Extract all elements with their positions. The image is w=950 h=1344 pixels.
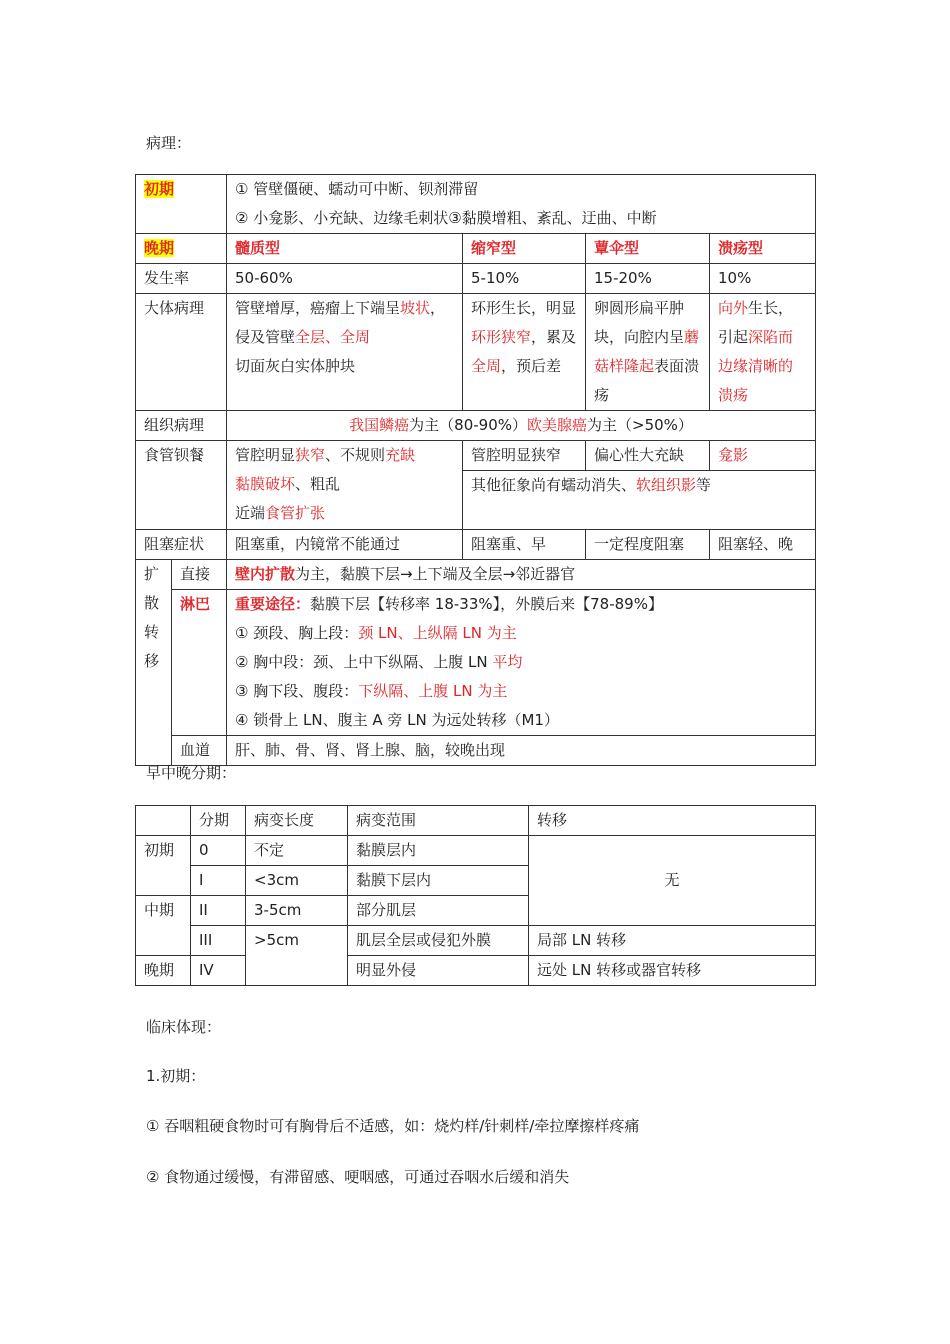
incidence-medullary: 50-60% — [227, 264, 463, 294]
header-stage: 分期 — [191, 806, 246, 836]
length-1: <3cm — [246, 866, 348, 896]
histology-label: 组织病理 — [136, 411, 227, 441]
symptom-1: ① 吞咽粗硬食物时可有胸骨后不适感，如：烧灼样/针刺样/牵拉摩擦样疼痛 — [146, 1117, 640, 1135]
stage-4-row — [136, 956, 816, 986]
incidence-constrictive: 5-10% — [463, 264, 586, 294]
early-heading: 1.初期： — [146, 1067, 206, 1085]
early-label-cell — [136, 175, 227, 234]
length-0: 不定 — [246, 836, 348, 866]
stage-0-row — [136, 836, 816, 866]
gross-fungating: 卵圆形扁平肿块，向腔内呈蘑菇样隆起表面溃疡 — [586, 294, 710, 411]
late-row — [136, 234, 816, 264]
obstruction-constrictive: 阻塞重、早 — [463, 530, 586, 560]
staging-heading: 早中晚分期： — [146, 764, 237, 782]
group-late: 晚期 — [136, 956, 191, 986]
early-line-1: ① 管壁僵硬、蠕动可中断、钡剂滞留 — [235, 180, 479, 198]
obstruction-ulcerative: 阻塞轻、晚 — [710, 530, 816, 560]
stage-1: I — [191, 866, 246, 896]
length-3: >5cm — [246, 926, 348, 986]
barium-medullary: 管腔明显狭窄、不规则充缺 黏膜破坏、粗乱 近端食管扩张 — [227, 441, 463, 530]
range-4: 明显外侵 — [348, 956, 529, 986]
length-2: 3-5cm — [246, 896, 348, 926]
gross-label: 大体病理 — [136, 294, 227, 411]
symptom-2: ② 食物通过缓慢，有滞留感、哽咽感，可通过吞咽水后缓和消失 — [146, 1168, 570, 1186]
barium-row-1 — [136, 441, 816, 471]
range-3: 肌层全层或侵犯外膜 — [348, 926, 529, 956]
type-ulcerative: 溃疡型 — [710, 234, 816, 264]
header-metastasis: 转移 — [529, 806, 816, 836]
early-content-cell — [227, 175, 816, 234]
header-blank — [136, 806, 191, 836]
range-2: 部分肌层 — [348, 896, 529, 926]
spread-lymph-row — [136, 590, 816, 736]
obstruction-row — [136, 530, 816, 560]
early-line-2: ② 小龛影、小充缺、边缘毛刺状③黏膜增粗、紊乱、迂曲、中断 — [235, 209, 657, 227]
stage-3: III — [191, 926, 246, 956]
staging-table — [135, 805, 816, 986]
blood-content: 肝、肺、骨、肾、肾上腺、脑，较晚出现 — [227, 736, 816, 766]
barium-fungating: 偏心性大充缺 — [586, 441, 710, 471]
stage-0: 0 — [191, 836, 246, 866]
clinical-heading: 临床体现： — [146, 1018, 222, 1036]
group-mid: 中期 — [136, 896, 191, 956]
barium-constrictive: 管腔明显狭窄 — [463, 441, 586, 471]
lymph-label: 淋巴 — [172, 590, 227, 736]
incidence-fungating: 15-20% — [586, 264, 710, 294]
late-label-cell — [136, 234, 227, 264]
pathology-heading: 病理： — [146, 134, 192, 152]
late-label: 晚期 — [144, 239, 175, 257]
metastasis-none: 无 — [529, 836, 816, 926]
gross-medullary: 管壁增厚，癌瘤上下端呈坡状，侵及管壁全层、全周 切面灰白实体肿块 — [227, 294, 463, 411]
spread-label: 扩 散 转 移 — [136, 560, 172, 766]
staging-header-row — [136, 806, 816, 836]
gross-ulcerative: 向外生长，引起深陷而边缘清晰的溃疡 — [710, 294, 816, 411]
group-early: 初期 — [136, 836, 191, 896]
incidence-label: 发生率 — [136, 264, 227, 294]
obstruction-medullary: 阻塞重，内镜常不能通过 — [227, 530, 463, 560]
obstruction-fungating: 一定程度阻塞 — [586, 530, 710, 560]
direct-label: 直接 — [172, 560, 227, 590]
blood-label: 血道 — [172, 736, 227, 766]
barium-shared: 其他征象尚有蠕动消失、软组织影等 — [463, 471, 816, 530]
range-1: 黏膜下层内 — [348, 866, 529, 896]
pathology-table — [135, 174, 816, 766]
gross-pathology-row — [136, 294, 816, 411]
type-fungating: 蕈伞型 — [586, 234, 710, 264]
incidence-row — [136, 264, 816, 294]
spread-direct-row — [136, 560, 816, 590]
histology-content: 我国鳞癌为主（80-90%）欧美腺癌为主（>50%） — [227, 411, 816, 441]
spread-blood-row — [136, 736, 816, 766]
stage-4: IV — [191, 956, 246, 986]
incidence-ulcerative: 10% — [710, 264, 816, 294]
early-label: 初期 — [144, 180, 175, 198]
direct-content: 壁内扩散为主，黏膜下层→上下端及全层→邻近器官 — [227, 560, 816, 590]
barium-ulcerative: 龛影 — [710, 441, 816, 471]
early-row — [136, 175, 816, 234]
metastasis-distant: 远处 LN 转移或器官转移 — [529, 956, 816, 986]
type-medullary: 髓质型 — [227, 234, 463, 264]
stage-3-row — [136, 926, 816, 956]
range-0: 黏膜层内 — [348, 836, 529, 866]
histology-row — [136, 411, 816, 441]
type-constrictive: 缩窄型 — [463, 234, 586, 264]
metastasis-local: 局部 LN 转移 — [529, 926, 816, 956]
header-length: 病变长度 — [246, 806, 348, 836]
lymph-content: 重要途径：黏膜下层【转移率 18-33%】，外膜后来【78-89%】 ① 颈段、胸上段：颈 LN、上纵隔 LN 为主 ② 胸中段：颈、上中下纵隔、上腹 LN 平均 ③ 胸下段、腹段：下纵隔、上腹 LN 为主 ④ 锁骨上 LN、腹主 A 旁 LN 为远处转移（M1） — [227, 590, 816, 736]
header-range: 病变范围 — [348, 806, 529, 836]
obstruction-label: 阻塞症状 — [136, 530, 227, 560]
barium-label: 食管钡餐 — [136, 441, 227, 530]
gross-constrictive: 环形生长，明显环形狭窄，累及全周，预后差 — [463, 294, 586, 411]
stage-2: II — [191, 896, 246, 926]
